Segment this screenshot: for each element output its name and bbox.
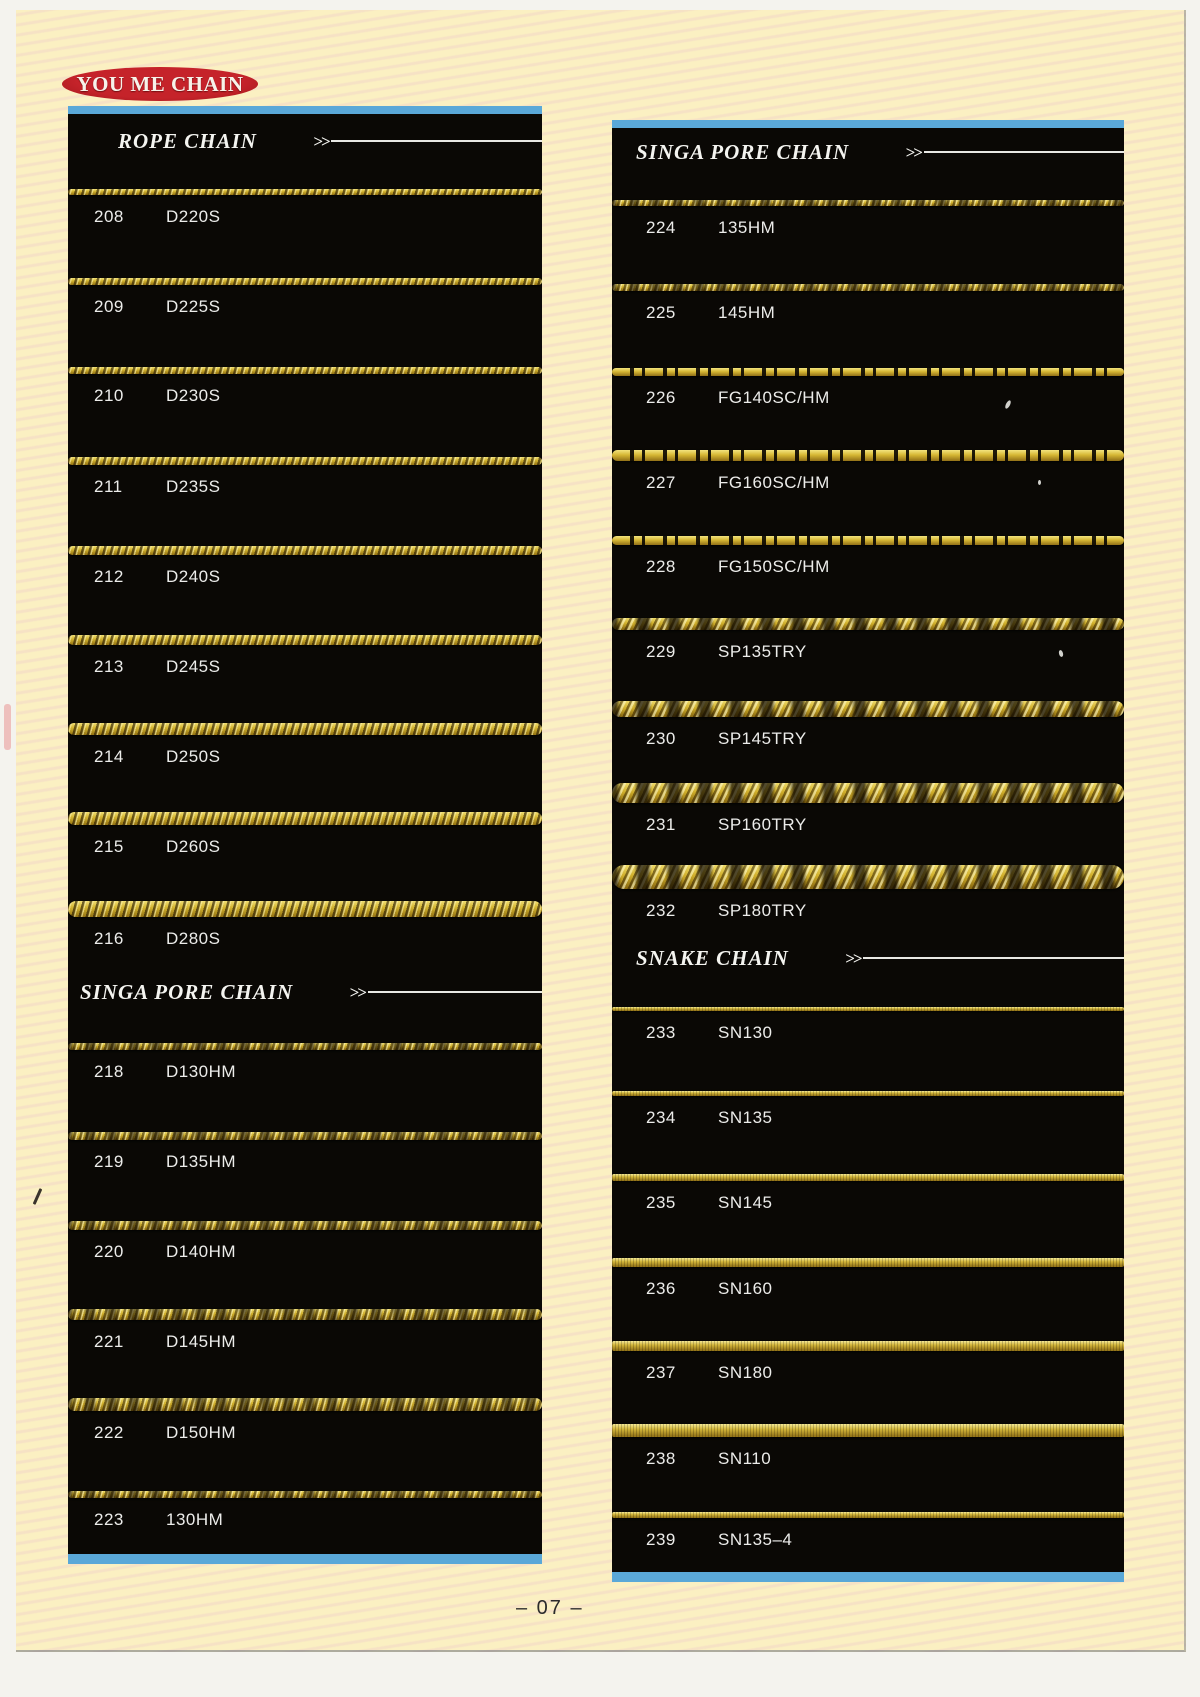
page-number: – 07 –: [516, 1597, 584, 1619]
item-number: 227: [646, 473, 676, 493]
item-code: SP160TRY: [718, 814, 807, 834]
item-code: SP180TRY: [718, 901, 807, 921]
item-code: D130HM: [166, 1061, 237, 1081]
chain-item: [68, 700, 542, 790]
item-number: 237: [646, 1363, 676, 1383]
chain-item: [612, 682, 1124, 766]
chain-section: [612, 934, 1124, 1572]
chain-item: [612, 982, 1124, 1066]
item-number: 226: [646, 387, 676, 407]
catalog-panel-right: [612, 120, 1124, 1582]
chain-item: [68, 162, 542, 252]
chain-label: [68, 1333, 542, 1350]
item-code: D150HM: [166, 1423, 237, 1443]
chain-item: [612, 513, 1124, 597]
chain-label: [612, 389, 1124, 406]
chevron-right-icon: >>: [312, 131, 329, 151]
chevron-right-icon: >>: [844, 948, 861, 968]
header-rule-line: [924, 151, 1124, 153]
chain-photo: [68, 1043, 542, 1050]
item-code: D245S: [166, 656, 221, 676]
chain-item: [612, 597, 1124, 681]
item-code: D280S: [166, 928, 221, 948]
section-title: ROPE CHAIN: [118, 128, 257, 153]
item-code: FG160SC/HM: [718, 473, 830, 493]
header-rule-line: [368, 991, 542, 993]
item-code: D250S: [166, 747, 221, 767]
item-code: D140HM: [166, 1241, 237, 1261]
chain-photo: [612, 450, 1124, 461]
item-number: 209: [94, 296, 124, 316]
catalog-page: [16, 10, 1186, 1652]
chain-item: [68, 1016, 542, 1106]
header-rule-line: [863, 957, 1124, 959]
chain-label: [68, 1063, 542, 1080]
chain-item: [612, 766, 1124, 850]
chain-item: [612, 1151, 1124, 1235]
chain-photo: [68, 723, 542, 735]
catalog-panel-left: [68, 106, 542, 1564]
item-code: 145HM: [718, 302, 776, 322]
chain-item: [612, 850, 1124, 934]
item-code: D260S: [166, 837, 221, 857]
item-number: 228: [646, 556, 676, 576]
chain-label: [612, 730, 1124, 747]
chain-photo: [612, 701, 1124, 717]
item-code: FG150SC/HM: [718, 556, 830, 576]
chain-item: [612, 429, 1124, 513]
chain-label: [612, 304, 1124, 321]
chain-photo: [612, 200, 1124, 206]
chain-label: [68, 838, 542, 855]
chain-label: [68, 208, 542, 225]
item-number: 239: [646, 1529, 676, 1549]
chain-label: [612, 1531, 1124, 1548]
item-number: 235: [646, 1193, 676, 1213]
chain-photo: [612, 783, 1124, 803]
chain-photo: [612, 1007, 1124, 1011]
item-code: SN135–4: [718, 1529, 793, 1549]
chain-item: [68, 1106, 542, 1196]
chain-label: [68, 478, 542, 495]
chain-photo: [612, 536, 1124, 545]
chain-photo: [68, 1132, 542, 1140]
item-number: 229: [646, 642, 676, 662]
chain-item: [612, 345, 1124, 429]
chain-label: [68, 298, 542, 315]
section-title: SINGA PORE CHAIN: [636, 139, 850, 164]
chain-item: [68, 610, 542, 700]
chain-photo: [612, 1512, 1124, 1518]
chain-photo: [68, 635, 542, 645]
chain-label: [612, 558, 1124, 575]
chain-item: [612, 1488, 1124, 1572]
item-code: D225S: [166, 296, 221, 316]
item-code: D220S: [166, 206, 221, 226]
item-number: 234: [646, 1108, 676, 1128]
item-code: SN130: [718, 1023, 773, 1043]
chain-photo: [612, 284, 1124, 291]
chain-item: [612, 176, 1124, 260]
section-header: [612, 128, 1124, 176]
item-code: D235S: [166, 476, 221, 496]
item-code: D230S: [166, 386, 221, 406]
chain-photo: [68, 812, 542, 825]
item-code: SP135TRY: [718, 642, 807, 662]
chain-photo: [68, 546, 542, 555]
chain-photo: [68, 1398, 542, 1411]
chain-photo: [612, 865, 1124, 889]
chain-item: [612, 1067, 1124, 1151]
item-number: 216: [94, 928, 124, 948]
chain-label: [612, 1109, 1124, 1126]
chain-label: [612, 1280, 1124, 1297]
chain-item: [68, 341, 542, 431]
chain-photo: [68, 367, 542, 374]
item-number: 221: [94, 1332, 124, 1352]
item-code: SP145TRY: [718, 728, 807, 748]
item-number: 230: [646, 728, 676, 748]
chain-label: [68, 1243, 542, 1260]
chain-photo: [68, 457, 542, 465]
section-title: SINGA PORE CHAIN: [80, 979, 294, 1004]
item-number: 211: [94, 476, 123, 496]
item-number: 208: [94, 206, 124, 226]
item-number: 238: [646, 1449, 676, 1469]
chain-photo: [68, 278, 542, 285]
chain-item: [612, 1235, 1124, 1319]
item-code: D145HM: [166, 1332, 237, 1352]
item-code: SN145: [718, 1193, 773, 1213]
scan-artifact: [33, 1188, 43, 1205]
scan-artifact: [4, 704, 11, 750]
chevron-right-icon: >>: [349, 982, 365, 1002]
chain-label: [68, 568, 542, 585]
chain-label: [68, 1424, 542, 1441]
chain-label: [612, 474, 1124, 491]
item-code: SN180: [718, 1363, 773, 1383]
section-header: [68, 968, 542, 1016]
chain-photo: [612, 1341, 1124, 1351]
chain-photo: [68, 901, 542, 917]
chain-section: [68, 114, 542, 968]
header-rule-line: [331, 140, 542, 142]
chain-photo: [68, 189, 542, 195]
item-code: 135HM: [718, 218, 776, 238]
item-code: D135HM: [166, 1151, 237, 1171]
item-number: 236: [646, 1278, 676, 1298]
chain-item: [68, 431, 542, 521]
chevron-right-icon: >>: [905, 142, 921, 162]
item-number: 212: [94, 566, 124, 586]
section-title: SNAKE CHAIN: [636, 945, 789, 970]
chain-label: [612, 1024, 1124, 1041]
chain-item: [68, 1196, 542, 1286]
chain-label: [68, 748, 542, 765]
chain-item: [68, 1464, 542, 1554]
item-number: 225: [646, 302, 676, 322]
item-number: 218: [94, 1061, 124, 1081]
brand-logo-text: YOU ME CHAIN: [76, 71, 244, 96]
item-number: 232: [646, 901, 676, 921]
item-code: D240S: [166, 566, 221, 586]
item-code: FG140SC/HM: [718, 387, 830, 407]
item-number: 213: [94, 656, 124, 676]
chain-label: [612, 816, 1124, 833]
item-number: 219: [94, 1151, 124, 1171]
item-number: 214: [94, 747, 124, 767]
chain-photo: [612, 618, 1124, 630]
chain-item: [68, 520, 542, 610]
chain-photo: [68, 1309, 542, 1320]
chain-item: [68, 879, 542, 969]
item-code: SN135: [718, 1108, 773, 1128]
chain-item: [612, 260, 1124, 344]
chain-label: [68, 387, 542, 404]
chain-item: [68, 789, 542, 879]
brand-logo: [62, 67, 258, 101]
section-header: [612, 934, 1124, 982]
chain-section: [68, 968, 542, 1554]
item-code: 130HM: [166, 1509, 224, 1529]
chain-photo: [612, 1174, 1124, 1181]
section-header: [68, 114, 542, 162]
item-number: 215: [94, 837, 124, 857]
chain-photo: [68, 1221, 542, 1230]
item-number: 224: [646, 218, 676, 238]
chain-item: [68, 252, 542, 342]
chain-label: [68, 1511, 542, 1528]
chain-item: [68, 1375, 542, 1465]
chain-label: [612, 1450, 1124, 1467]
chain-label: [68, 658, 542, 675]
chain-item: [68, 1285, 542, 1375]
item-number: 220: [94, 1241, 124, 1261]
chain-label: [612, 1194, 1124, 1211]
chain-label: [612, 219, 1124, 236]
chain-photo: [68, 1491, 542, 1498]
chain-photo: [612, 1258, 1124, 1267]
item-number: 233: [646, 1023, 676, 1043]
chain-label: [612, 902, 1124, 919]
item-number: 210: [94, 386, 124, 406]
chain-photo: [612, 368, 1124, 376]
item-code: SN160: [718, 1278, 773, 1298]
item-number: 223: [94, 1509, 124, 1529]
chain-section: [612, 128, 1124, 934]
chain-photo: [612, 1424, 1124, 1437]
chain-label: [68, 930, 542, 947]
chain-item: [612, 1319, 1124, 1403]
item-number: 222: [94, 1423, 124, 1443]
chain-item: [612, 1404, 1124, 1488]
item-number: 231: [646, 814, 676, 834]
chain-label: [68, 1153, 542, 1170]
chain-photo: [612, 1091, 1124, 1096]
chain-label: [612, 643, 1124, 660]
item-code: SN110: [718, 1449, 772, 1469]
chain-label: [612, 1364, 1124, 1381]
